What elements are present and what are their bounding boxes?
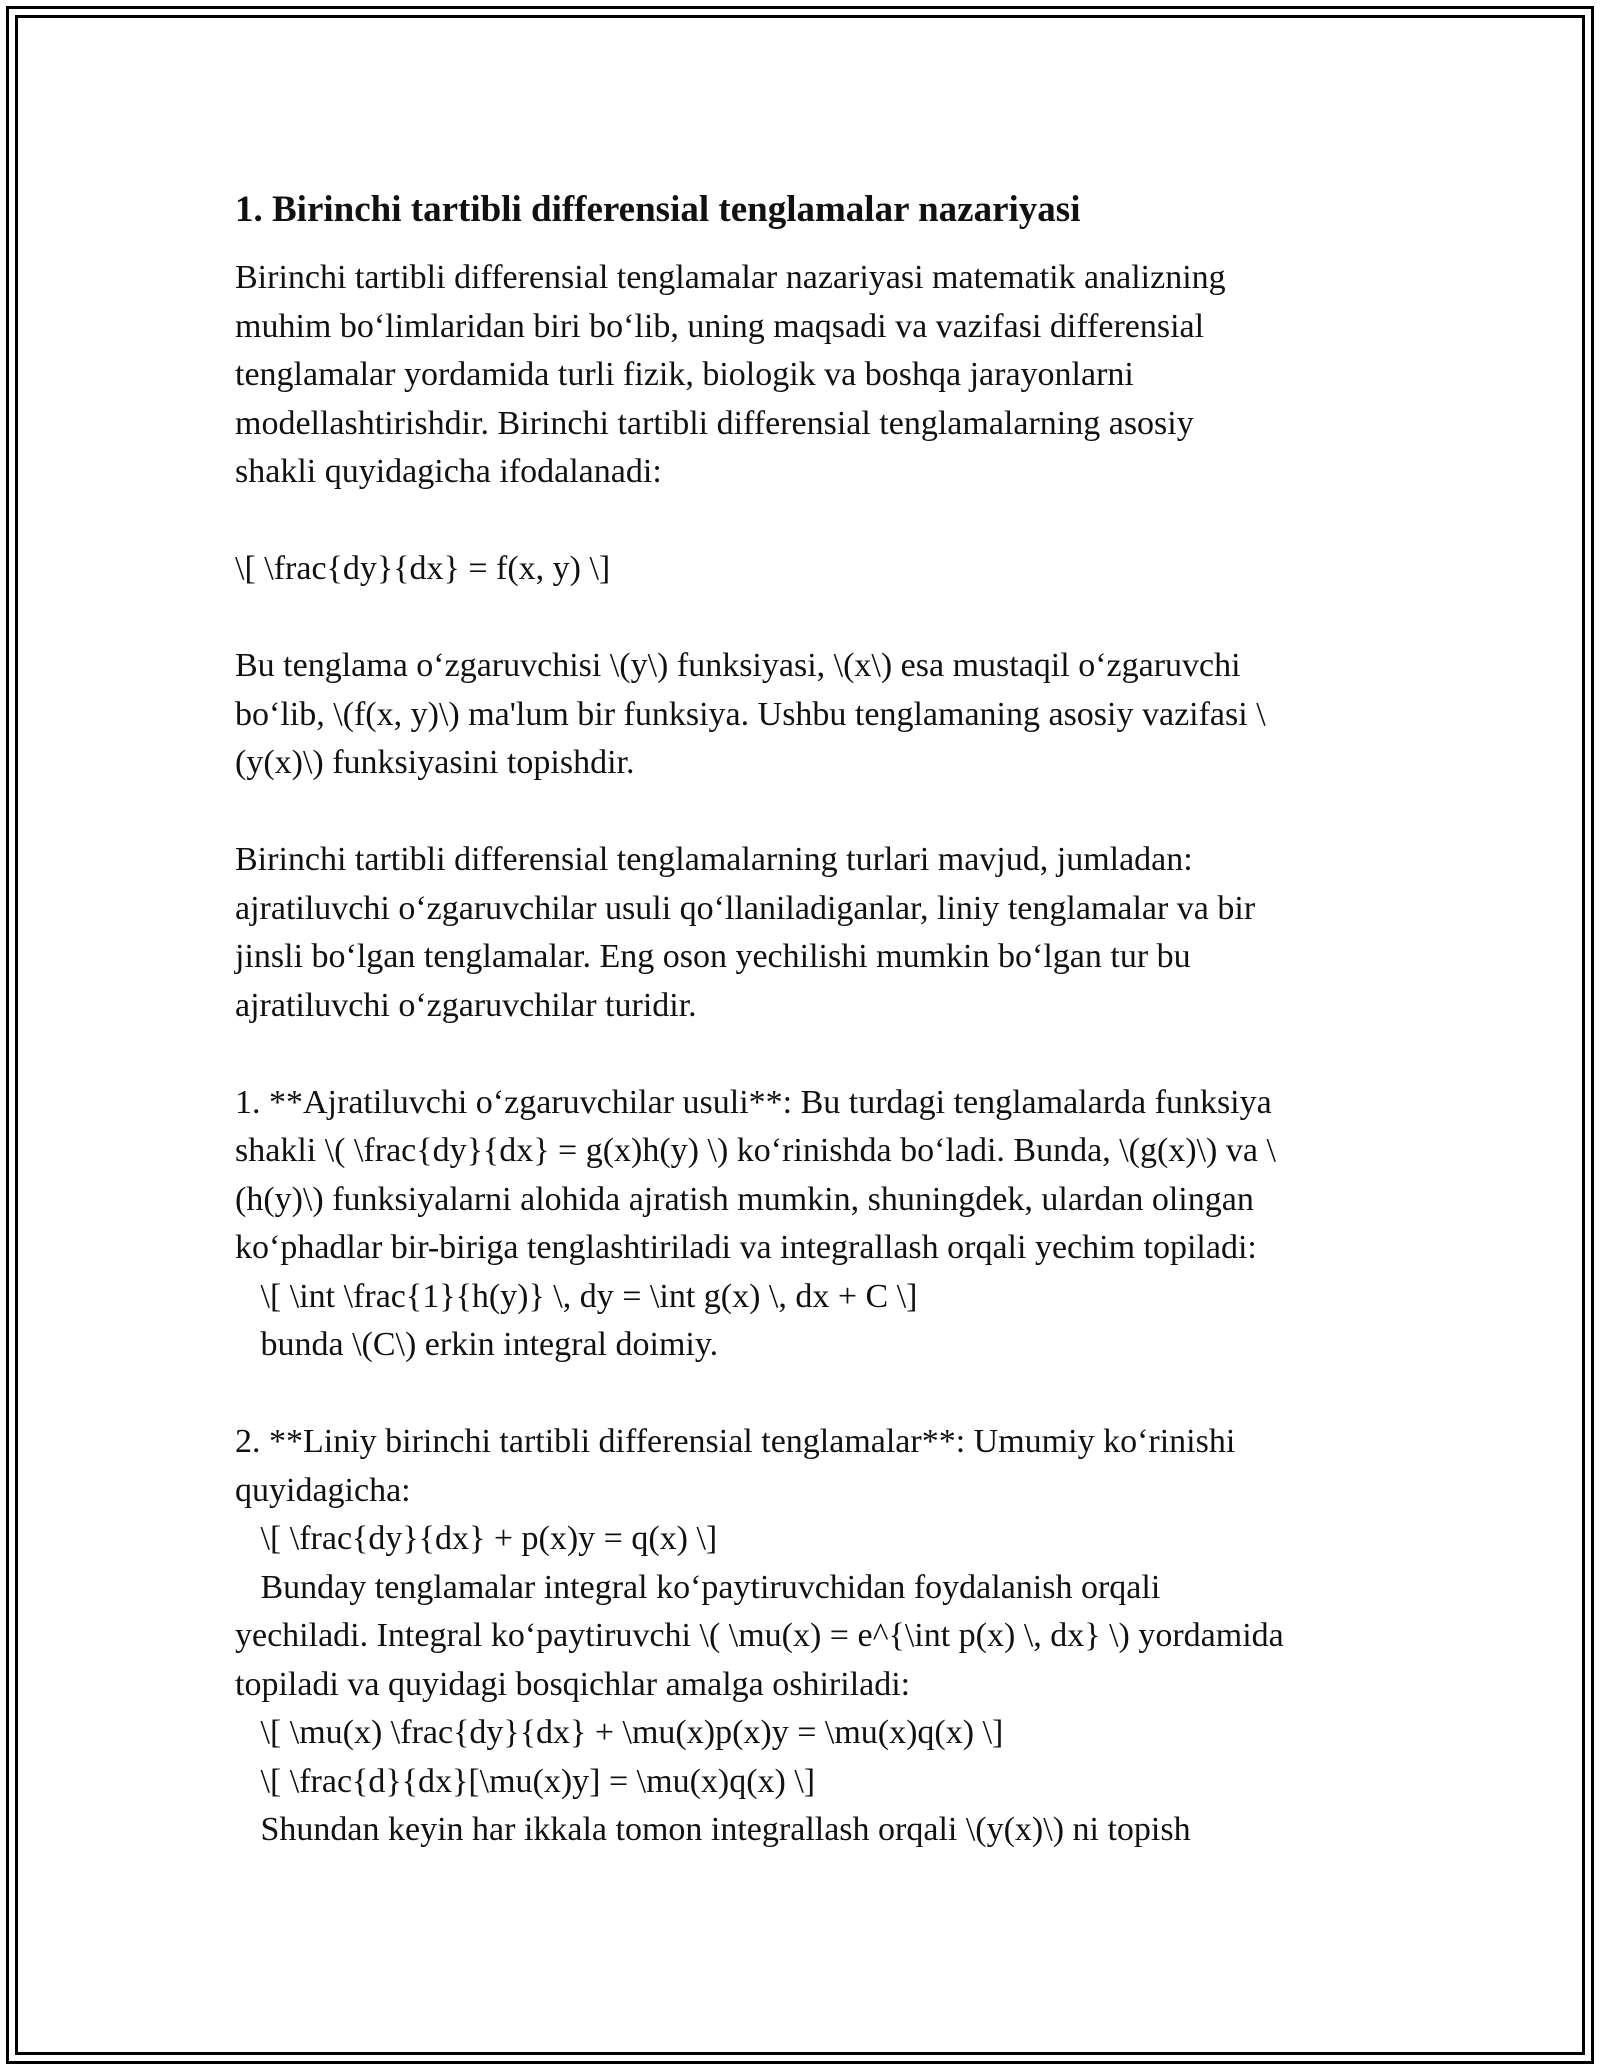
text-line: muhim bo‘limlaridan biri bo‘lib, uning maqsadi va vazifasi differensial [235, 307, 1205, 345]
blank-line [235, 788, 1375, 837]
equation-line: \[ \frac{dy}{dx} = f(x, y) \] [235, 550, 611, 587]
blank-line [235, 1370, 1375, 1419]
text-line: topiladi va quyidagi bosqichlar amalga oshiriladi: [235, 1665, 911, 1703]
document-body [235, 186, 1375, 1855]
text-line: ajratiluvchi o‘zgaruvchilar turidir. [235, 986, 697, 1024]
text-line: (y(x)\) funksiyasini topishdir. [235, 744, 635, 781]
text-line: (h(y)\) funksiyalarni alohida ajratish mumkin, shuningdek, ulardan olingan [235, 1180, 1254, 1218]
text-line: Bunday tenglamalar integral ko‘paytiruvchidan foydalanish orqali [235, 1568, 1161, 1606]
text-line: shakli \( \frac{dy}{dx} = g(x)h(y) \) ko‘rinishda bo‘ladi. Bunda, \(g(x)\) va \ [235, 1132, 1276, 1169]
equation-line: \[ \int \frac{1}{h(y)} \, dy = \int g(x) \, dx + C \] [235, 1277, 918, 1315]
text-line: bunda \(C\) erkin integral doimiy. [235, 1326, 719, 1363]
paragraph-equation [235, 545, 1375, 594]
text-line: ajratiluvchi o‘zgaruvchilar usuli qo‘llaniladiganlar, liniy tenglamalar va bir [235, 889, 1256, 927]
text-line: Birinchi tartibli differensial tenglamalarning turlari mavjud, jumladan: [235, 841, 1193, 878]
text-line: jinsli bo‘lgan tenglamalar. Eng oson yechilishi mumkin bo‘lgan tur bu [235, 938, 1191, 975]
blank-line [235, 497, 1375, 546]
text-line: 1. **Ajratiluvchi o‘zgaruvchilar usuli**: Bu turdagi tenglamalarda funksiya [235, 1083, 1272, 1121]
text-line: Birinchi tartibli differensial tenglamalar nazariyasi matematik analizning [235, 259, 1226, 296]
paragraph-intro [235, 254, 1375, 497]
equation-line: \[ \frac{d}{dx}[\mu(x)y] = \mu(x)q(x) \] [235, 1762, 816, 1800]
equation-line: \[ \frac{dy}{dx} + p(x)y = q(x) \] [235, 1520, 718, 1557]
section-heading: 1. Birinchi tartibli differensial tenglamalar nazariyasi [235, 189, 1081, 230]
text-line: ko‘phadlar bir-biriga tenglashtiriladi va integrallash orqali yechim topiladi: [235, 1229, 1257, 1266]
paragraph-explanation [235, 642, 1375, 788]
text-line: modellashtirishdir. Birinchi tartibli differensial tenglamalarning asosiy [235, 404, 1194, 442]
text-line: yechiladi. Integral ko‘paytiruvchi \( \mu(x) = e^{\int p(x) \, dx} \) yordamida [235, 1617, 1284, 1654]
paragraph-types [235, 836, 1375, 1030]
text-line: Bu tenglama o‘zgaruvchisi \(y\) funksiyasi, \(x\) esa mustaqil o‘zgaruvchi [235, 647, 1241, 684]
equation-line: \[ \mu(x) \frac{dy}{dx} + \mu(x)p(x)y = \mu(x)q(x) \] [235, 1714, 1004, 1751]
text-line: bo‘lib, \(f(x, y)\) ma'lum bir funksiya. Ushbu tenglamaning asosiy vazifasi \ [235, 695, 1266, 733]
text-line: Shundan keyin har ikkala tomon integrallash orqali \(y(x)\) ni topish [235, 1811, 1191, 1848]
text-line: 2. **Liniy birinchi tartibli differensial tenglamalar**: Umumiy ko‘rinishi [235, 1423, 1236, 1460]
text-line: tenglamalar yordamida turli fizik, biologik va boshqa jarayonlarni [235, 356, 1134, 393]
blank-line [235, 1030, 1375, 1079]
list-item-separable [235, 1079, 1375, 1370]
list-item-linear [235, 1418, 1375, 1855]
text-line: shakli quyidagicha ifodalanadi: [235, 453, 662, 490]
blank-line [235, 594, 1375, 643]
text-line: quyidagicha: [235, 1471, 411, 1509]
